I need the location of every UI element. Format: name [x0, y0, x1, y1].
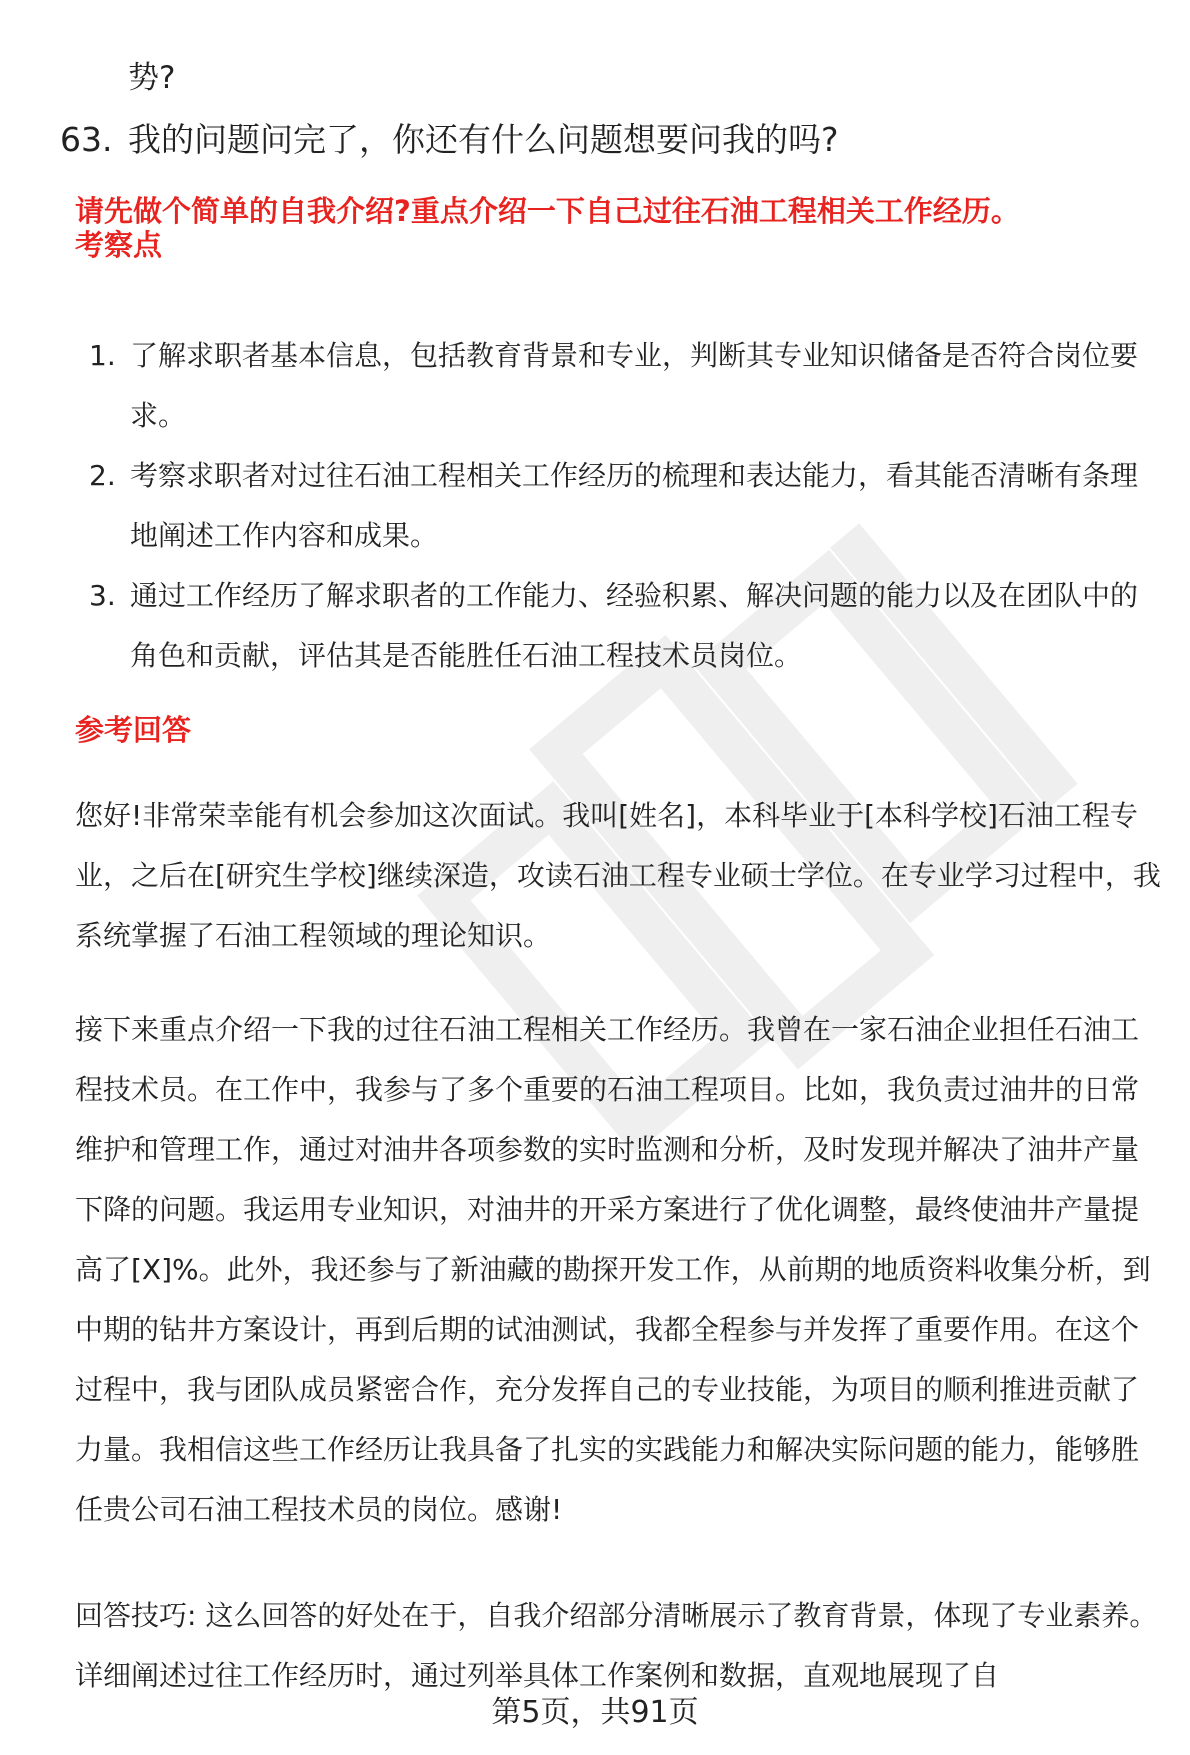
- question-number: 63.: [60, 120, 113, 159]
- section-heading-kaocha: 考察点: [75, 228, 163, 262]
- list-item: [75, 326, 1165, 446]
- answer-paragraph-2: 接下来重点介绍一下我的过往石油工程相关工作经历。我曾在一家石油企业担任石油工程技术员。在工作中，我参与了多个重要的石油工程项目。比如，我负责过油井的日常维护和管理工作，通过对油井各项参数的实时监测和分析，及时发现并解决了油井产量下降的问题。我运用专业知识，对油井的开采方案进行了优化调整，最终使油井产量提高了[X]%。此外，我还参与了新油藏的勘探开发工作，从前期的地质资料收集分析，到中期的钻井方案设计，再到后期的试油测试，我都全程参与并发挥了重要作用。在这个过程中，我与团队成员紧密合作，充分发挥自己的专业技能，为项目的顺利推进贡献了力量。我相信这些工作经历让我具备了扎实的实践能力和解决实际问题的能力，能够胜任贵公司石油工程技术员的岗位。感谢!: [75, 1013, 1151, 1526]
- list-index: 2.: [89, 459, 116, 492]
- continued-text: 势?: [128, 60, 176, 96]
- list-item-text: 考察求职者对过往石油工程相关工作经历的梳理和表达能力，看其能否清晰有条理地阐述工作内容和成果。: [130, 459, 1139, 552]
- list-item: [75, 446, 1165, 566]
- interview-question-title: 请先做个简单的自我介绍?重点介绍一下自己过往石油工程相关工作经历。: [75, 194, 1020, 228]
- list-item-text: 通过工作经历了解求职者的工作能力、经验积累、解决问题的能力以及在团队中的角色和贡献，评估其是否能胜任石油工程技术员岗位。: [130, 579, 1139, 672]
- answer-tips-paragraph: 回答技巧: 这么回答的好处在于，自我介绍部分清晰展示了教育背景，体现了专业素养。详细阐述过往工作经历时，通过列举具体工作案例和数据，直观地展现了自: [75, 1599, 1158, 1692]
- answer-paragraph-1: 您好!非常荣幸能有机会参加这次面试。我叫[姓名]，本科毕业于[本科学校]石油工程专业，之后在[研究生学校]继续深造，攻读石油工程专业硕士学位。在专业学习过程中，我系统掌握了石油工程领域的理论知识。: [75, 799, 1161, 952]
- list-item: [75, 566, 1165, 686]
- list-index: 1.: [89, 339, 116, 372]
- list-index: 3.: [89, 579, 116, 612]
- assessment-points-list: [75, 326, 1165, 686]
- question-text: 我的问题问完了，你还有什么问题想要问我的吗?: [128, 120, 839, 159]
- list-item-text: 了解求职者基本信息，包括教育背景和专业，判断其专业知识储备是否符合岗位要求。: [130, 339, 1139, 432]
- section-heading-cankao: 参考回答: [75, 713, 192, 747]
- question-63: [60, 110, 839, 170]
- page-footer: 第5页，共91页: [491, 1695, 699, 1730]
